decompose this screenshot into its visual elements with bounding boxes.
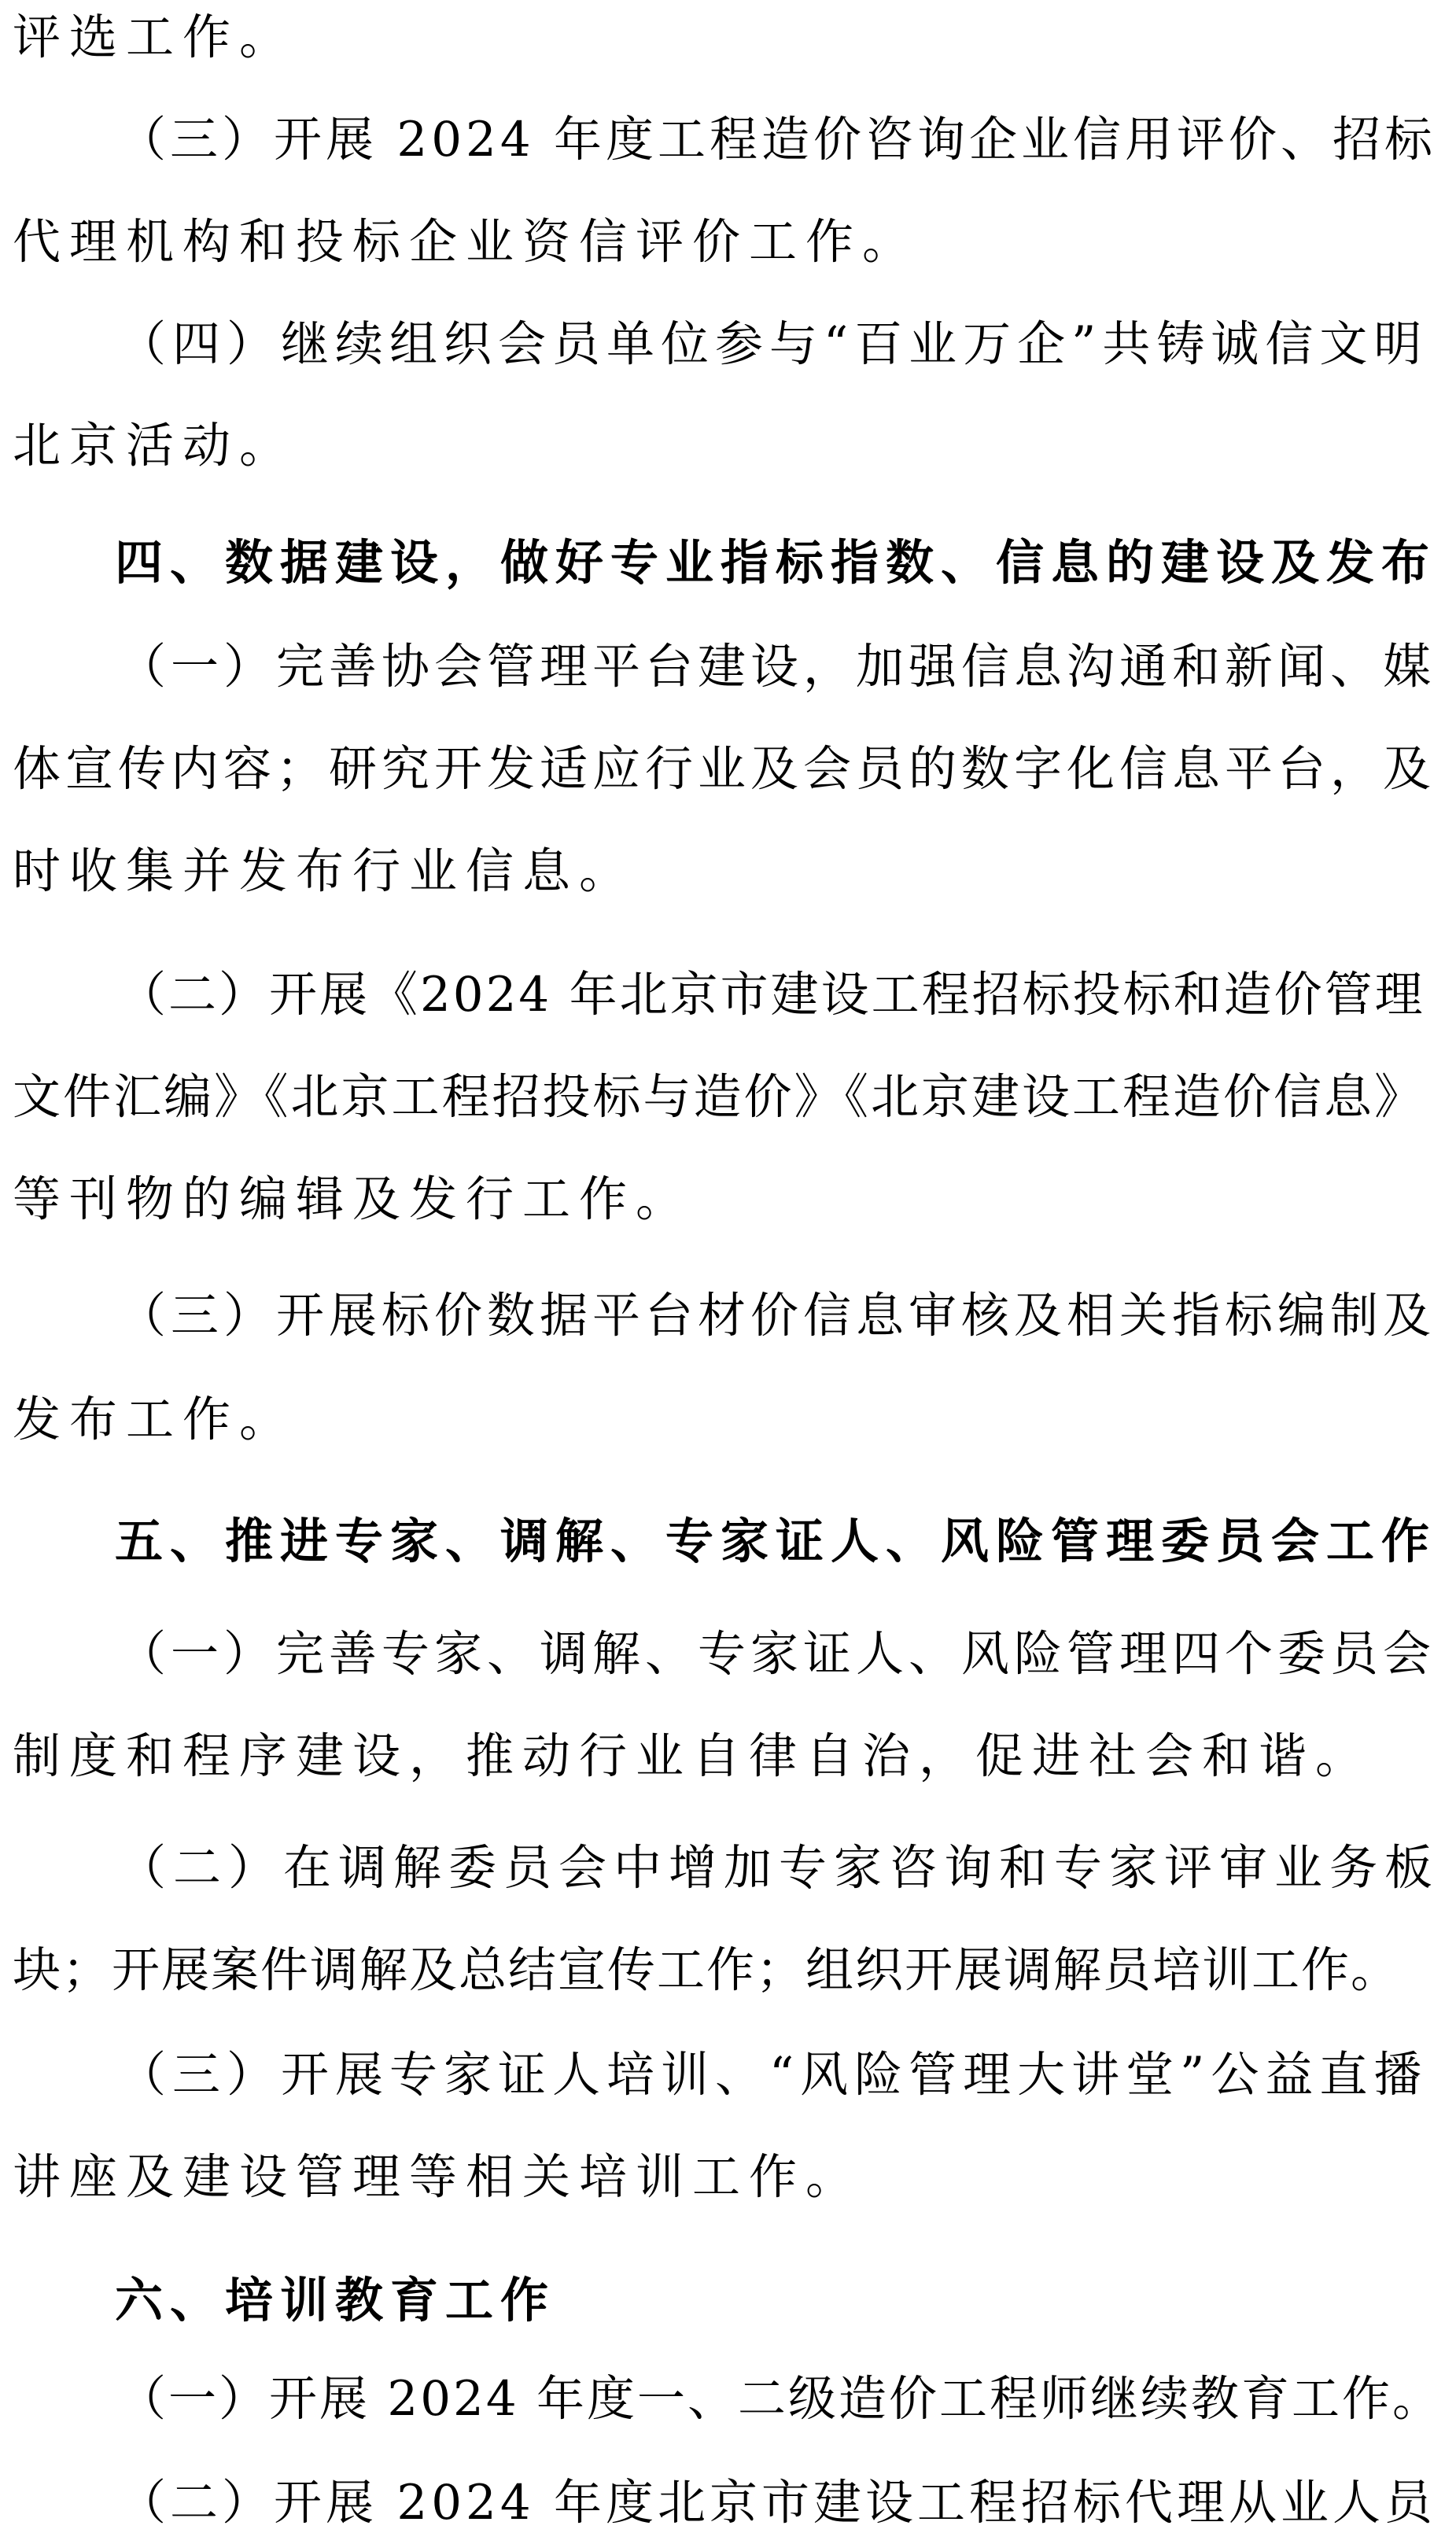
paragraph-line: （二）开展《2024 年北京市建设工程招标投标和造价管理 <box>118 967 1425 1023</box>
paragraph-line: （一）开展 2024 年度一、二级造价工程师继续教育工作。 <box>118 2371 1443 2427</box>
paragraph-line: （三）开展 2024 年度工程造价咨询企业信用评价、招标 <box>118 112 1437 168</box>
paragraph-line: （一）完善协会管理平台建设，加强信息沟通和新闻、媒 <box>118 639 1436 695</box>
paragraph-line: 体宣传内容；研究开发适应行业及会员的数字化信息平台，及 <box>13 741 1436 797</box>
paragraph-line: 代理机构和投标企业资信评价工作。 <box>13 214 920 270</box>
paragraph-line: （三）开展标价数据平台材价信息审核及相关指标编制及 <box>118 1288 1436 1344</box>
paragraph-line: （一）完善专家、调解、专家证人、风险管理四个委员会 <box>118 1626 1436 1682</box>
paragraph-line: 讲座及建设管理等相关培训工作。 <box>13 2149 863 2205</box>
paragraph-line: （二）开展 2024 年度北京市建设工程招标代理从业人员 <box>118 2475 1437 2531</box>
paragraph-line: 发布工作。 <box>13 1392 297 1447</box>
section-heading: 五、推进专家、调解、专家证人、风险管理委员会工作 <box>115 1513 1437 1569</box>
section-heading: 四、数据建设，做好专业指标指数、信息的建设及发布 <box>115 535 1437 591</box>
paragraph-line: 等刊物的编辑及发行工作。 <box>13 1171 693 1227</box>
paragraph-line: （三）开展专家证人培训、“风险管理大讲堂”公益直播 <box>118 2047 1428 2103</box>
paragraph-line: 文件汇编》《北京工程招投标与造价》《北京建设工程造价信息》 <box>13 1069 1425 1125</box>
paragraph-line: 北京活动。 <box>13 418 297 474</box>
paragraph-line: （四）继续组织会员单位参与“百业万企”共铸诚信文明 <box>118 316 1428 372</box>
paragraph-line: 评选工作。 <box>13 9 297 65</box>
paragraph-line: 块；开展案件调解及总结宣传工作；组织开展调解员培训工作。 <box>13 1942 1401 1998</box>
paragraph-line: 制度和程序建设，推动行业自律自治，促进社会和谐。 <box>13 1728 1373 1784</box>
paragraph-line: 时收集并发布行业信息。 <box>13 843 636 899</box>
section-heading: 六、培训教育工作 <box>115 2273 556 2328</box>
paragraph-line: （二）在调解委员会中增加专家咨询和专家评审业务板 <box>118 1840 1440 1896</box>
